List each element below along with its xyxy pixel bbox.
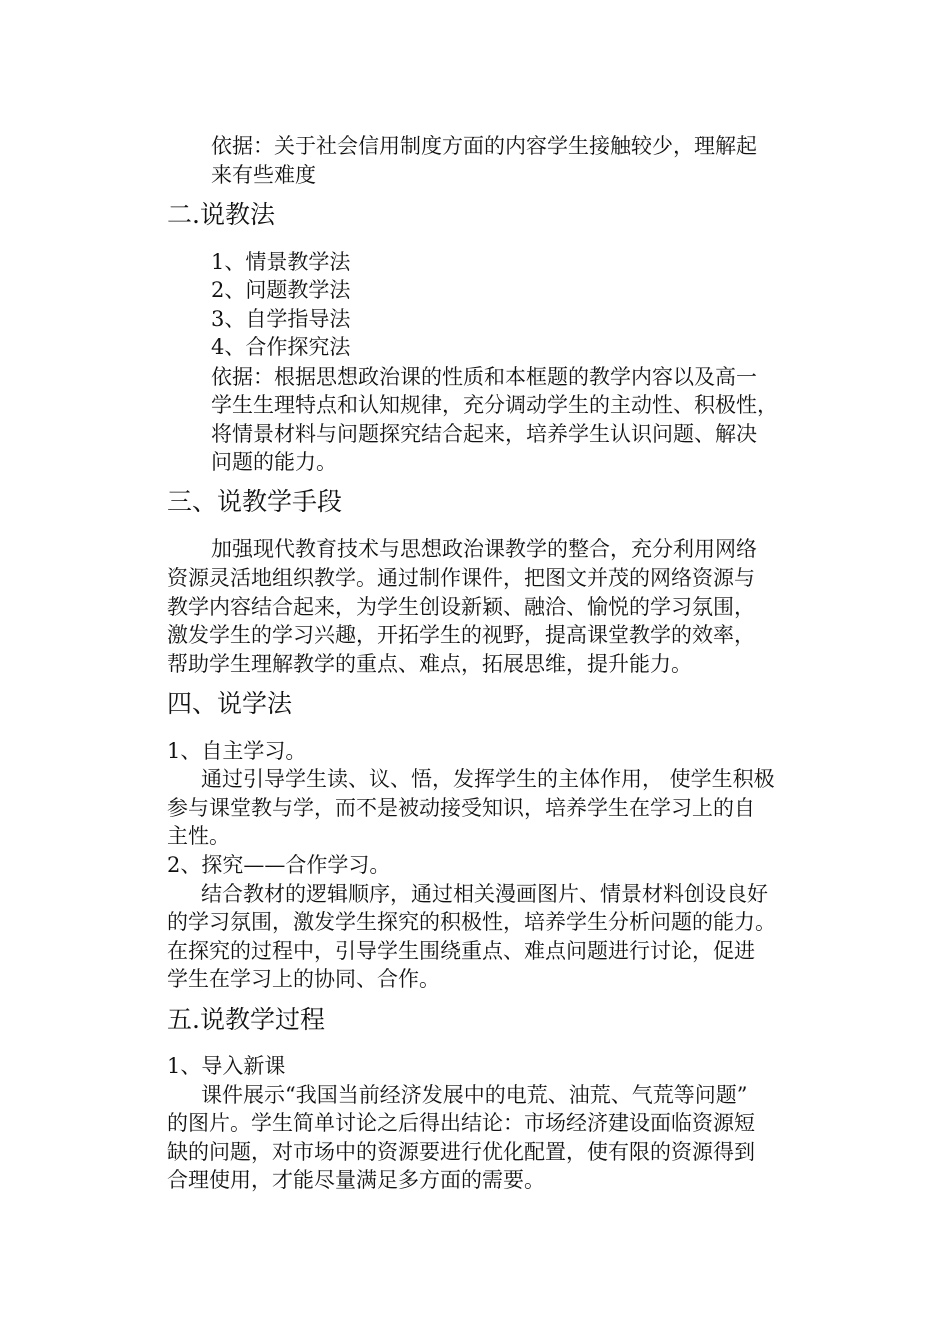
basis-line: 将情景材料与问题探究结合起来，培养学生认识问题、解决 <box>211 422 757 446</box>
basis-line: 学生生理特点和认知规律，充分调动学生的主动性、积极性， <box>211 393 778 417</box>
paragraph-line: 加强现代教育技术与思想政治课教学的整合，充分利用网络 <box>211 537 757 561</box>
section-heading: 二.说教法 <box>167 200 275 229</box>
method-item: 3、自学指导法 <box>211 307 351 331</box>
basis-line: 依据：关于社会信用制度方面的内容学生接触较少，理解起 <box>211 134 757 158</box>
paragraph-line: 缺的问题，对市场中的资源要进行优化配置，使有限的资源得到 <box>167 1140 755 1164</box>
paragraph-line: 的图片。学生简单讨论之后得出结论：市场经济建设面临资源短 <box>167 1111 755 1135</box>
method-item: 2、问题教学法 <box>211 278 351 302</box>
paragraph-line: 的学习氛围，激发学生探究的积极性，培养学生分析问题的能力。 <box>167 910 776 934</box>
paragraph-line: 教学内容结合起来，为学生创设新颖、融洽、愉悦的学习氛围， <box>167 595 755 619</box>
section-heading: 四、说学法 <box>167 689 293 718</box>
section-heading: 三、说教学手段 <box>167 487 343 516</box>
paragraph-line: 通过引导学生读、议、悟，发挥学生的主体作用， 使学生积极 <box>201 767 775 791</box>
basis-line: 依据：根据思想政治课的性质和本框题的教学内容以及高一 <box>211 365 757 389</box>
paragraph-line: 合理使用，才能尽量满足多方面的需要。 <box>167 1168 545 1192</box>
basis-line: 来有些难度 <box>211 163 316 187</box>
paragraph-line: 结合教材的逻辑顺序，通过相关漫画图片、情景材料创设良好 <box>201 882 768 906</box>
section-heading: 五.说教学过程 <box>167 1005 325 1034</box>
paragraph-line: 帮助学生理解教学的重点、难点，拓展思维，提升能力。 <box>167 652 692 676</box>
list-item-title: 2、探究——合作学习。 <box>167 853 391 877</box>
paragraph-line: 课件展示“我国当前经济发展中的电荒、油荒、气荒等问题” <box>201 1083 748 1107</box>
method-item: 4、合作探究法 <box>211 335 351 359</box>
basis-line: 问题的能力。 <box>211 450 337 474</box>
paragraph-line: 在探究的过程中，引导学生围绕重点、难点问题进行讨论，促进 <box>167 939 755 963</box>
paragraph-line: 激发学生的学习兴趣，开拓学生的视野，提高课堂教学的效率， <box>167 623 755 647</box>
method-item: 1、情景教学法 <box>211 250 351 274</box>
paragraph-line: 参与课堂教与学，而不是被动接受知识，培养学生在学习上的自 <box>167 796 755 820</box>
paragraph-line: 资源灵活地组织教学。通过制作课件，把图文并茂的网络资源与 <box>167 566 755 590</box>
paragraph-line: 主性。 <box>167 824 230 848</box>
list-item-title: 1、自主学习。 <box>167 739 307 763</box>
paragraph-line: 学生在学习上的协同、合作。 <box>167 967 440 991</box>
list-item-title: 1、导入新课 <box>167 1054 286 1078</box>
